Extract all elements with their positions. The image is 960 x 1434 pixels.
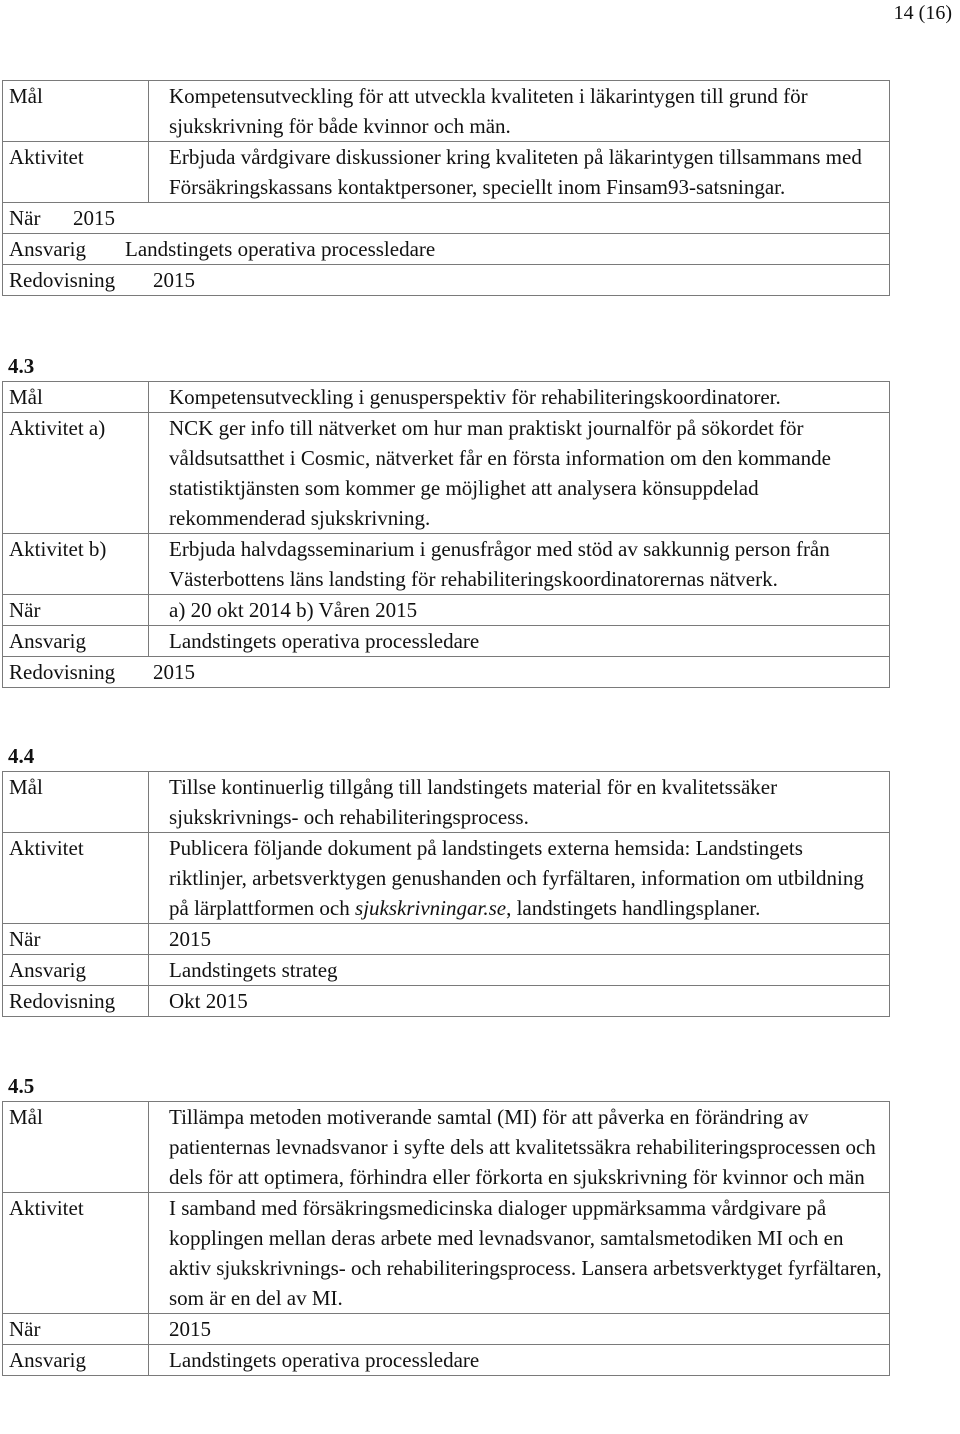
table-row xyxy=(3,1314,890,1345)
row-label-aktivitet: Aktivitet xyxy=(3,142,149,203)
table-row xyxy=(3,234,890,265)
row-value-redovisning: Okt 2015 xyxy=(149,986,890,1017)
row-label-redovisning: Redovisning xyxy=(9,268,116,292)
row-label-nar: När xyxy=(3,1314,149,1345)
row-label-mal: Mål xyxy=(3,1102,149,1193)
row-label-aktivitet: Aktivitet xyxy=(3,1193,149,1314)
row-label-nar: När xyxy=(3,924,149,955)
row-value-mal: Kompetensutveckling för att utveckla kvaliteten i läkarintygen till grund för sjukskrivning för både kvinnor och män. xyxy=(149,81,890,142)
table-row xyxy=(3,382,890,413)
row-label-aktivitet-b: Aktivitet b) xyxy=(3,534,149,595)
row-value-aktivitet: Erbjuda vårdgivare diskussioner kring kvaliteten på läkarintygen tillsammans med Försäkringskassans kontaktpersoner, speciellt inom Finsam93-satsningar. xyxy=(149,142,890,203)
table-row xyxy=(3,595,890,626)
row-label-nar: När xyxy=(3,595,149,626)
row-label-aktivitet-a: Aktivitet a) xyxy=(3,413,149,534)
table-row xyxy=(3,657,890,688)
row-nar xyxy=(3,203,890,234)
row-ansvarig xyxy=(3,234,890,265)
table-row xyxy=(3,772,890,833)
section-heading-4-3: 4.3 xyxy=(8,354,35,378)
row-label-mal: Mål xyxy=(3,81,149,142)
table-row xyxy=(3,1345,890,1376)
row-label-mal: Mål xyxy=(3,382,149,413)
row-value-ansvarig: Landstingets operativa processledare xyxy=(125,237,436,261)
table-row xyxy=(3,626,890,657)
page-number: 14 (16) xyxy=(893,2,952,24)
row-redovisning xyxy=(3,265,890,296)
row-value-nar: 2015 xyxy=(149,924,890,955)
row-value-ansvarig: Landstingets operativa processledare xyxy=(149,626,890,657)
table-row xyxy=(3,142,890,203)
row-label-aktivitet: Aktivitet xyxy=(3,833,149,924)
table-row xyxy=(3,986,890,1017)
activity-table-4-4 xyxy=(2,771,890,1017)
row-value-mal: Tillämpa metoden motiverande samtal (MI) för att påverka en förändring av patienternas levnadsvanor i syfte dels att kvalitetssäkra rehabiliteringsprocessen och dels för att optimera, förhindra eller förkorta en sjukskrivning för kvinnor och män xyxy=(149,1102,890,1193)
table-row xyxy=(3,203,890,234)
row-label-mal: Mål xyxy=(3,772,149,833)
aktivitet-text: Publicera följande dokument på landstingets externa hemsida: Landstingets riktlinjer, arbetsverktygen genushanden och fyrfältaren, information om utbildning på lärplattformen och xyxy=(169,836,864,920)
row-label-ansvarig: Ansvarig xyxy=(3,626,149,657)
row-value-ansvarig: Landstingets strateg xyxy=(149,955,890,986)
section-heading-4-5: 4.5 xyxy=(8,1074,35,1098)
row-value-aktivitet xyxy=(149,833,890,924)
row-value-nar: a) 20 okt 2014 b) Våren 2015 xyxy=(149,595,890,626)
activity-table-4-5 xyxy=(2,1101,890,1376)
row-value-aktivitet-b: Erbjuda halvdagsseminarium i genusfrågor med stöd av sakkunnig person från Västerbottens läns landsting för rehabiliteringskoordinatorernas nätverk. xyxy=(149,534,890,595)
row-value-redovisning: 2015 xyxy=(153,660,195,684)
table-row xyxy=(3,833,890,924)
row-label-redovisning: Redovisning xyxy=(3,986,149,1017)
table-row xyxy=(3,81,890,142)
row-label-nar: När xyxy=(9,206,41,230)
table-row xyxy=(3,1193,890,1314)
aktivitet-text-end: , landstingets handlingsplaner. xyxy=(506,896,761,920)
table-row xyxy=(3,1102,890,1193)
row-label-ansvarig: Ansvarig xyxy=(3,1345,149,1376)
table-row xyxy=(3,265,890,296)
activity-table-4-3 xyxy=(2,381,890,688)
row-value-nar: 2015 xyxy=(73,206,115,230)
section-heading-4-4: 4.4 xyxy=(8,744,35,768)
activity-table-4-2 xyxy=(2,80,890,296)
row-label-ansvarig: Ansvarig xyxy=(3,955,149,986)
table-row xyxy=(3,534,890,595)
row-value-redovisning: 2015 xyxy=(153,268,195,292)
row-label-ansvarig: Ansvarig xyxy=(9,237,86,261)
row-label-redovisning: Redovisning xyxy=(9,660,116,684)
row-value-mal: Kompetensutveckling i genusperspektiv för rehabiliteringskoordinatorer. xyxy=(149,382,890,413)
row-value-aktivitet: I samband med försäkringsmedicinska dialoger uppmärksamma vårdgivare på kopplingen mellan deras arbete med levnadsvanor, samtalsmetodiken MI och en aktiv sjukskrivnings- och rehabiliteringsprocess. Lansera arbetsverktyget fyrfältaren, som är en del av MI. xyxy=(149,1193,890,1314)
row-value-ansvarig: Landstingets operativa processledare xyxy=(149,1345,890,1376)
website-name: sjukskrivningar.se xyxy=(355,896,507,920)
table-row xyxy=(3,955,890,986)
row-value-nar: 2015 xyxy=(149,1314,890,1345)
row-value-mal: Tillse kontinuerlig tillgång till landstingets material för en kvalitetssäker sjukskrivnings- och rehabiliteringsprocess. xyxy=(149,772,890,833)
row-value-aktivitet-a: NCK ger info till nätverket om hur man praktiskt journalför på sökordet för våldsutsatthet i Cosmic, nätverket får en första information om den kommande statistiktjänsten som kommer ge möjlighet att analysera könsuppdelad rekommenderad sjukskrivning. xyxy=(149,413,890,534)
table-row xyxy=(3,924,890,955)
row-redovisning xyxy=(3,657,890,688)
table-row xyxy=(3,413,890,534)
